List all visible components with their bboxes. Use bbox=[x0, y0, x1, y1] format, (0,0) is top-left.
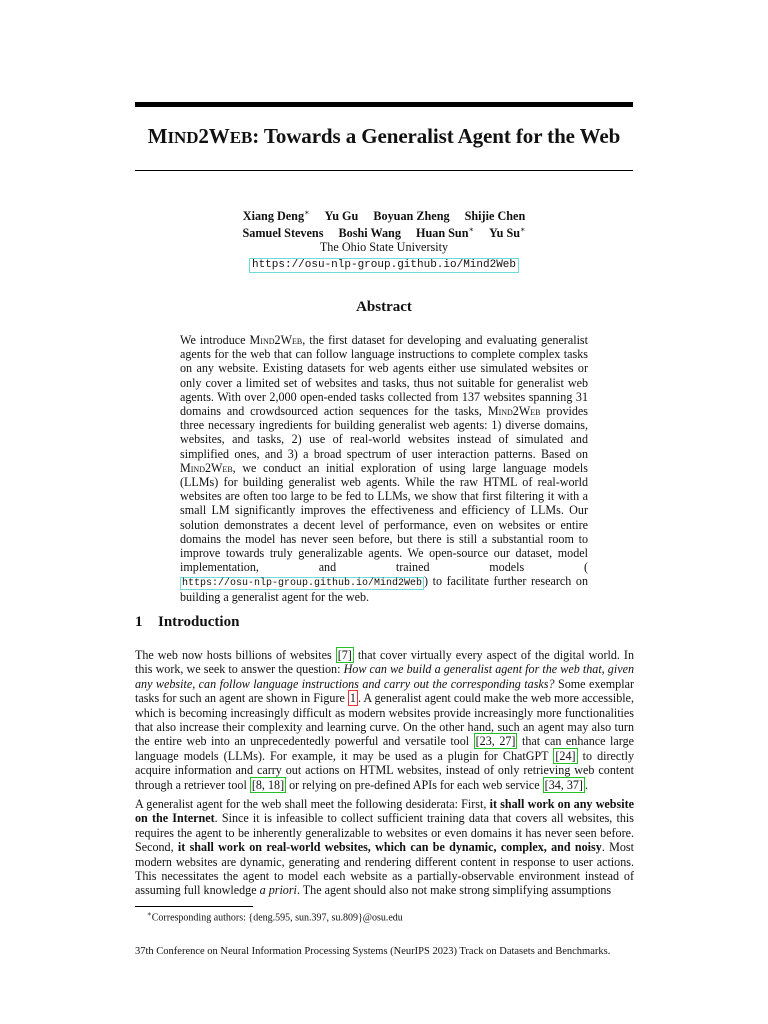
citation-link[interactable]: [24] bbox=[555, 748, 576, 763]
author: Boshi Wang bbox=[338, 226, 401, 241]
figure-ref-link[interactable]: 1 bbox=[349, 691, 356, 706]
citation-link[interactable]: [8, 18] bbox=[251, 777, 285, 792]
title-name-EB: EB bbox=[229, 128, 253, 147]
citation-link[interactable]: [23, 27] bbox=[475, 734, 516, 749]
author-row-1 bbox=[135, 206, 633, 223]
author-block bbox=[135, 206, 633, 273]
citation-link[interactable]: [7] bbox=[337, 648, 352, 662]
citation-link[interactable]: [34, 37] bbox=[544, 777, 583, 792]
author: Yu Gu bbox=[324, 209, 359, 224]
abstract-url-link[interactable]: https://osu-nlp-group.github.io/Mind2Web bbox=[182, 578, 423, 590]
title-rest: : Towards a Generalist Agent for the Web bbox=[252, 124, 621, 148]
affiliation: The Ohio State University bbox=[319, 240, 449, 255]
abstract-body: We introduce Mind2Web, the first dataset for developing and evaluating generalist agents for the web that can follow language instructions to complete complex tasks on any website. Existing datasets for web agents either use simulated websites or only cover a limited set of websites and tasks, thus not suitable for generalist web agents. With over 2,000 open-ended tasks collected from 137 websites spanning 31 domains and crowdsourced action sequences for the tasks, Mind2Web provides three necessary ingredients for building generalist web agents: 1) diverse domains, websites, and tasks, 2) use of real-world websites instead of simulated and simplified ones, and 3) a broad spectrum of user interaction patterns. Based on Mind2Web, we conduct an initial exploration of using large language models (LLMs) for building generalist web agents. While the raw HTML of real-world websites are often too large to be fed to LLMs, we show that first filtering it with a small LM significantly improves the effectiveness and efficiency of LLMs. Our solution demonstrates a decent level of performance, even on websites or entire domains the model has never seen before, but there is still a substantial room to improve towards truly generalizable agents. We open-source our dataset, model implementation, and trained models (https://osu-nlp-group.github.io/Mind2Web ) to facilitate further research on building a generalist agent for the web. bbox=[180, 333, 588, 605]
project-url-link[interactable]: https://osu-nlp-group.github.io/Mind2Web bbox=[249, 258, 519, 273]
footnote: ∗Corresponding authors: {deng.595, sun.397, su.809}@osu.edu bbox=[147, 910, 403, 924]
intro-paragraph-2: A generalist agent for the web shall meet the following desiderata: First, it shall work on any website on the Internet. Since it is infeasible to collect sufficient training data that covers all websites, this requires the agent to be inherently generalizable to websites or even domains it has never seen before. Second, it shall work on real-world websites, which can be dynamic, complex, and noisy. Most modern websites are dynamic, generating and rendering different content in response to user actions. This necessitates the agent to model each website as a partially-observable environment instead of assuming full knowledge a priori. The agent should also not make strong simplifying assumptions bbox=[135, 797, 634, 898]
author: Xiang Deng∗ bbox=[242, 208, 310, 224]
title-name-IND: IND bbox=[167, 128, 199, 147]
title-name-2W: 2W bbox=[198, 124, 230, 148]
author-row-2 bbox=[135, 223, 633, 240]
abstract-heading: Abstract bbox=[356, 299, 412, 315]
title-bottom-rule bbox=[135, 170, 633, 171]
venue-note: 37th Conference on Neural Information Processing Systems (NeurIPS 2023) Track on Datasets and Benchmarks. bbox=[135, 946, 611, 957]
author: Boyuan Zheng bbox=[373, 209, 450, 224]
footnote-rule bbox=[135, 906, 253, 907]
author: Huan Sun∗ bbox=[415, 225, 474, 241]
section-heading-introduction: 1 Introduction bbox=[135, 614, 240, 630]
paper-title bbox=[135, 124, 633, 149]
author: Samuel Stevens bbox=[242, 226, 324, 241]
author: Shijie Chen bbox=[464, 209, 526, 224]
intro-paragraph-1: The web now hosts billions of websites [7] that cover virtually every aspect of the digital world. In this work, we seek to answer the question: How can we build a generalist agent for the web that, given any website, can follow language instructions and carry out the corresponding tasks? Some exemplar tasks for such an agent are shown in Figure 1 . A generalist agent could make the web more accessible, which is becoming increasingly difficult as modern websites provide increasingly more functionalities that also increase their complexity and learning curve. On the other hand, such an agent may also turn the entire web into an unprecedentedly powerful and versatile tool [23, 27] that can enhance large language models (LLMs). For example, it may be used as a plugin for ChatGPT [24] to directly acquire information and carry out actions on HTML websites, instead of only retrieving web content through a retriever tool [8, 18] or relying on pre-defined APIs for each web service [34, 37] . bbox=[135, 648, 635, 792]
title-name-M: M bbox=[147, 124, 168, 148]
title-top-rule bbox=[135, 102, 633, 107]
author: Yu Su∗ bbox=[488, 225, 526, 241]
